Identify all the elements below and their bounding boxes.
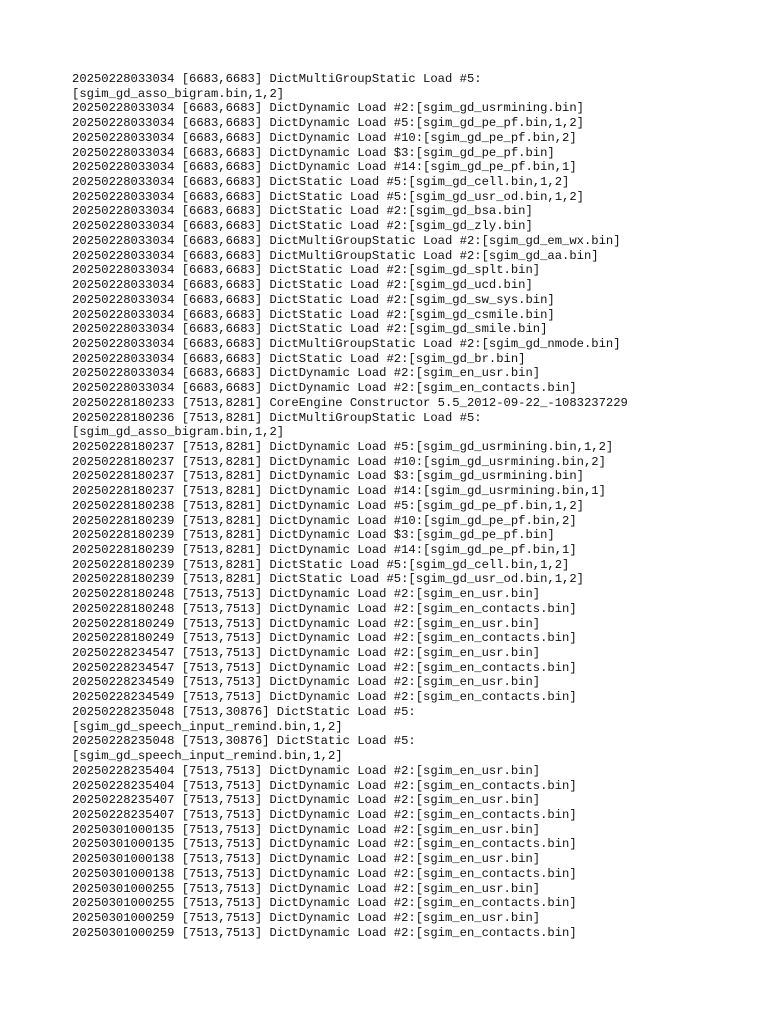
log-line: 20250301000255 [7513,7513] DictDynamic Load #2:[sgim_en_contacts.bin]	[72, 896, 577, 911]
log-line: 20250301000138 [7513,7513] DictDynamic Load #2:[sgim_en_usr.bin]	[72, 852, 541, 867]
log-line: 20250228235404 [7513,7513] DictDynamic Load #2:[sgim_en_usr.bin]	[72, 763, 541, 778]
log-line: 20250228180233 [7513,8281] CoreEngine Constructor 5.5_2012-09-22_-1083237229	[72, 395, 628, 410]
log-line: 20250228033034 [6683,6683] DictStatic Load #2:[sgim_gd_sw_sys.bin]	[72, 292, 555, 307]
log-document	[72, 72, 712, 940]
log-line: [sgim_gd_asso_bigram.bin,1,2]	[72, 425, 285, 440]
log-line: 20250228180239 [7513,8281] DictDynamic Load #14:[sgim_gd_pe_pf.bin,1]	[72, 543, 577, 557]
log-line: 20250228234547 [7513,7513] DictDynamic Load #2:[sgim_en_contacts.bin]	[72, 660, 577, 675]
log-line: 20250228180237 [7513,8281] DictDynamic Load #10:[sgim_gd_usrmining.bin,2]	[72, 454, 606, 469]
log-line: 20250228180239 [7513,8281] DictStatic Load #5:[sgim_gd_usr_od.bin,1,2]	[72, 572, 584, 587]
log-line: 20250228033034 [6683,6683] DictMultiGroupStatic Load #2:[sgim_gd_nmode.bin]	[72, 336, 621, 351]
log-line: 20250228033034 [6683,6683] DictStatic Load #2:[sgim_gd_ucd.bin]	[72, 278, 533, 293]
log-line: 20250228033034 [6683,6683] DictStatic Load #2:[sgim_gd_csmile.bin]	[72, 307, 555, 322]
log-line: 20250228033034 [6683,6683] DictStatic Load #2:[sgim_gd_zly.bin]	[72, 219, 533, 234]
log-line: 20250301000255 [7513,7513] DictDynamic Load #2:[sgim_en_usr.bin]	[72, 881, 541, 896]
log-line: 20250228033034 [6683,6683] DictDynamic Load #10:[sgim_gd_pe_pf.bin,2]	[72, 130, 577, 145]
log-line: 20250228033034 [6683,6683] DictMultiGroupStatic Load #5:	[72, 72, 482, 86]
log-line: 20250228180237 [7513,8281] DictDynamic Load #14:[sgim_gd_usrmining.bin,1]	[72, 484, 606, 499]
log-line: 20250228033034 [6683,6683] DictDynamic Load #14:[sgim_gd_pe_pf.bin,1]	[72, 160, 577, 175]
log-line: [sgim_gd_asso_bigram.bin,1,2]	[72, 86, 285, 101]
log-line: 20250228180238 [7513,8281] DictDynamic Load #5:[sgim_gd_pe_pf.bin,1,2]	[72, 498, 584, 513]
log-line: 20250228180237 [7513,8281] DictDynamic Load $3:[sgim_gd_usrmining.bin]	[72, 469, 584, 484]
log-line: 20250228235404 [7513,7513] DictDynamic Load #2:[sgim_en_contacts.bin]	[72, 778, 577, 793]
log-line: 20250228033034 [6683,6683] DictStatic Load #2:[sgim_gd_smile.bin]	[72, 322, 548, 337]
log-line: [sgim_gd_speech_input_remind.bin,1,2]	[72, 719, 343, 734]
log-line: 20250301000259 [7513,7513] DictDynamic Load #2:[sgim_en_contacts.bin]	[72, 925, 577, 940]
log-line: 20250228033034 [6683,6683] DictStatic Load #2:[sgim_gd_splt.bin]	[72, 263, 541, 278]
log-line: 20250228234547 [7513,7513] DictDynamic Load #2:[sgim_en_usr.bin]	[72, 646, 541, 661]
log-line: 20250301000138 [7513,7513] DictDynamic Load #2:[sgim_en_contacts.bin]	[72, 866, 577, 881]
log-line: 20250228180249 [7513,7513] DictDynamic Load #2:[sgim_en_contacts.bin]	[72, 631, 577, 646]
log-line: 20250228033034 [6683,6683] DictDynamic Load #5:[sgim_gd_pe_pf.bin,1,2]	[72, 116, 584, 131]
log-line: 20250228033034 [6683,6683] DictDynamic Load $3:[sgim_gd_pe_pf.bin]	[72, 145, 555, 160]
log-line: 20250301000135 [7513,7513] DictDynamic Load #2:[sgim_en_contacts.bin]	[72, 837, 577, 852]
log-line: 20250228033034 [6683,6683] DictDynamic Load #2:[sgim_gd_usrmining.bin]	[72, 101, 584, 116]
log-line: 20250228180248 [7513,7513] DictDynamic Load #2:[sgim_en_contacts.bin]	[72, 601, 577, 616]
log-line: 20250228033034 [6683,6683] DictStatic Load #5:[sgim_gd_cell.bin,1,2]	[72, 175, 570, 190]
log-line: 20250228180248 [7513,7513] DictDynamic Load #2:[sgim_en_usr.bin]	[72, 587, 541, 602]
log-line: [sgim_gd_speech_input_remind.bin,1,2]	[72, 749, 343, 764]
log-line: 20250228033034 [6683,6683] DictStatic Load #2:[sgim_gd_br.bin]	[72, 351, 526, 366]
log-line: 20250228234549 [7513,7513] DictDynamic Load #2:[sgim_en_contacts.bin]	[72, 690, 577, 705]
log-line: 20250228235407 [7513,7513] DictDynamic Load #2:[sgim_en_contacts.bin]	[72, 807, 577, 822]
log-line: 20250228180239 [7513,8281] DictDynamic Load #10:[sgim_gd_pe_pf.bin,2]	[72, 513, 577, 528]
log-line: 20250228033034 [6683,6683] DictMultiGroupStatic Load #2:[sgim_gd_aa.bin]	[72, 248, 599, 263]
log-line: 20250228033034 [6683,6683] DictMultiGroupStatic Load #2:[sgim_gd_em_wx.bin]	[72, 233, 621, 248]
log-line: 20250228180237 [7513,8281] DictDynamic Load #5:[sgim_gd_usrmining.bin,1,2]	[72, 439, 614, 454]
log-line: 20250228033034 [6683,6683] DictStatic Load #5:[sgim_gd_usr_od.bin,1,2]	[72, 189, 584, 204]
log-line: 20250228033034 [6683,6683] DictStatic Load #2:[sgim_gd_bsa.bin]	[72, 204, 533, 219]
log-line: 20250228234549 [7513,7513] DictDynamic Load #2:[sgim_en_usr.bin]	[72, 675, 541, 690]
log-line: 20250228033034 [6683,6683] DictDynamic Load #2:[sgim_en_usr.bin]	[72, 366, 541, 381]
log-line: 20250228180239 [7513,8281] DictDynamic Load $3:[sgim_gd_pe_pf.bin]	[72, 528, 555, 543]
log-line: 20250228235048 [7513,30876] DictStatic Load #5:	[72, 734, 416, 749]
log-line: 20250228180239 [7513,8281] DictStatic Load #5:[sgim_gd_cell.bin,1,2]	[72, 557, 570, 572]
log-line: 20250228235048 [7513,30876] DictStatic Load #5:	[72, 704, 416, 719]
log-line: 20250228180236 [7513,8281] DictMultiGroupStatic Load #5:	[72, 410, 482, 425]
log-line: 20250228180249 [7513,7513] DictDynamic Load #2:[sgim_en_usr.bin]	[72, 616, 541, 631]
log-line: 20250301000259 [7513,7513] DictDynamic Load #2:[sgim_en_usr.bin]	[72, 910, 541, 925]
log-line: 20250228033034 [6683,6683] DictDynamic Load #2:[sgim_en_contacts.bin]	[72, 381, 577, 396]
log-line: 20250228235407 [7513,7513] DictDynamic Load #2:[sgim_en_usr.bin]	[72, 793, 541, 808]
log-line: 20250301000135 [7513,7513] DictDynamic Load #2:[sgim_en_usr.bin]	[72, 822, 541, 837]
